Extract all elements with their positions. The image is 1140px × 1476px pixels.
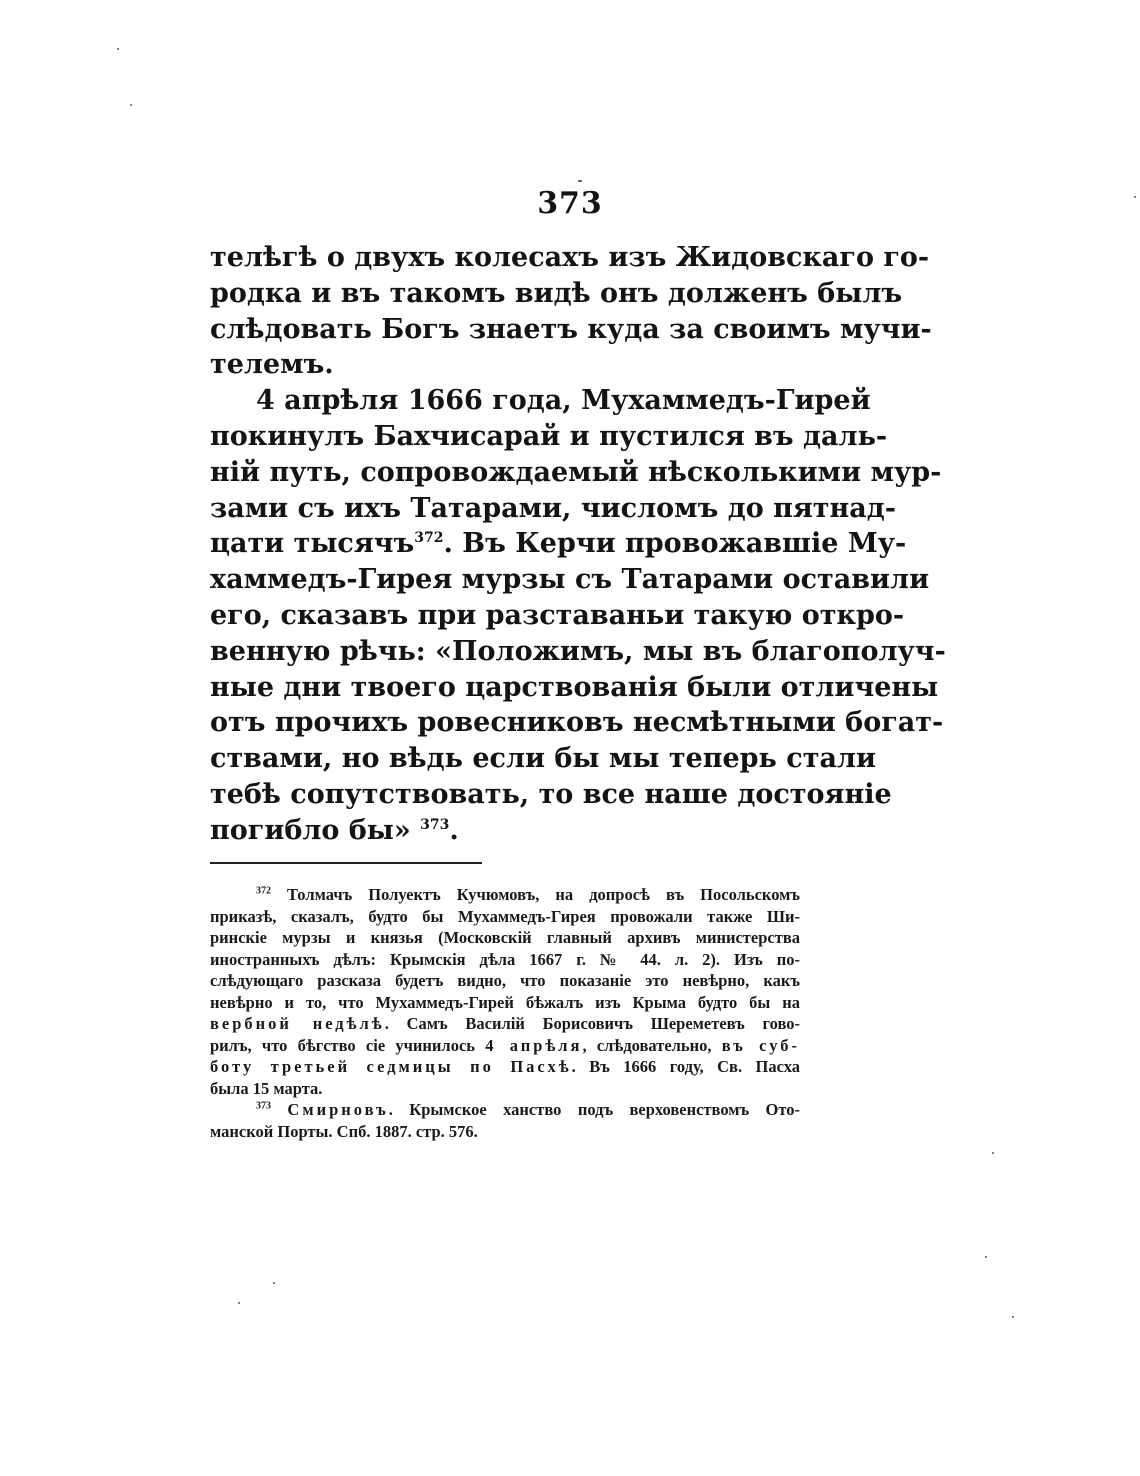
- text-fragment: погибло бы»: [210, 814, 421, 846]
- text-line: [210, 526, 907, 562]
- text-line: ные дни твоего царствованія были отличены: [210, 671, 939, 703]
- spaced-text: вербной недѣлѣ: [210, 1014, 385, 1033]
- scan-speck: [992, 1152, 994, 1154]
- text-line: зами съ ихъ Татарами, числомъ до пятнад-: [210, 492, 896, 524]
- footnote-number: 373: [256, 1100, 271, 1112]
- footnote-line: [210, 1035, 800, 1057]
- main-text: [210, 240, 946, 849]
- footnote-ref-372[interactable]: 372: [414, 530, 444, 547]
- text-fragment: . Самъ Василій Борисовичъ Шереметевъ гово-: [384, 1014, 800, 1033]
- text-line: его, сказавъ при разставаньи такую откро-: [210, 599, 905, 631]
- text-fragment: . Крымское ханство подъ верховенствомъ Ото-: [388, 1100, 801, 1119]
- text-fragment: Толмачъ Полуектъ Кучюмовъ, на допросѣ въ Посольскомъ: [287, 885, 800, 904]
- text-line: 4 апрѣля 1666 года, Мухаммедъ-Гирей: [256, 385, 871, 417]
- text-line: ствами, но вѣдь если бы мы теперь стали: [210, 743, 876, 775]
- text-line: тебѣ сопутствовать, то все наше достояніе: [210, 778, 892, 810]
- text-fragment: цати тысячъ: [210, 528, 415, 560]
- footnote-line: [210, 1013, 800, 1035]
- scan-speck: [1134, 196, 1136, 198]
- text-line: покинулъ Бахчисарай и пустился въ даль-: [210, 420, 888, 452]
- text-fragment: .: [449, 814, 459, 846]
- spaced-text: боту третьей седмицы по Пасхѣ: [210, 1057, 572, 1076]
- footnote-line: слѣдующаго разсказа будетъ видно, что показаніе это невѣрно, какъ: [210, 971, 800, 990]
- footnote-line: ринскіе мурзы и князья (Московскій главный архивъ министерства: [210, 928, 800, 947]
- scan-speck: [238, 1302, 240, 1304]
- footnote-373: [210, 1099, 800, 1142]
- text-line: венную рѣчь: «Положимъ, мы въ благополуч-: [210, 635, 946, 667]
- spaced-text: въ суб-: [721, 1035, 800, 1055]
- footnote-line: [210, 884, 800, 906]
- text-line: телемъ.: [210, 349, 334, 381]
- scan-speck: [578, 180, 582, 182]
- page-number: 373: [537, 186, 603, 221]
- text-line: ній путь, сопровождаемый нѣсколькими мур-: [210, 456, 942, 488]
- text-line: отъ прочихъ ровесниковъ несмѣтными богат-: [210, 707, 944, 739]
- text-line: слѣдовать Богъ знаетъ куда за своимъ мучи-: [210, 313, 932, 345]
- footnote-line: приказѣ, сказалъ, будто бы Мухаммедъ-Гирея провожали также Ши-: [210, 906, 800, 926]
- footnote-divider: [210, 862, 482, 864]
- footnote-line: иностранныхъ дѣлъ: Крымскія дѣла 1667 г. № 44. л. 2). Изъ по-: [210, 949, 800, 969]
- scan-speck: [130, 104, 132, 106]
- footnote-line: [210, 1056, 800, 1078]
- text-fragment: . Въ Керчи провожавшіе Му-: [443, 528, 907, 560]
- scan-speck: [273, 1282, 275, 1284]
- footnotes: [210, 884, 800, 1142]
- footnote-line: была 15 марта.: [210, 1078, 323, 1098]
- text-line: родка и въ такомъ видѣ онъ долженъ былъ: [210, 277, 903, 309]
- text-line: [210, 813, 800, 849]
- paragraph-2: [210, 383, 946, 848]
- spaced-text: 4 апрѣля: [485, 1035, 583, 1055]
- footnote-number: 372: [256, 885, 271, 897]
- footnote-line: [210, 1099, 800, 1121]
- footnote-line: манской Порты. Спб. 1887. стр. 576.: [210, 1121, 478, 1141]
- footnote-372: [210, 884, 800, 1099]
- text-line: хаммедъ-Гирея мурзы съ Татарами оставили: [210, 564, 930, 596]
- footnote-line: невѣрно и то, что Мухаммедъ-Гирей бѣжалъ изъ Крыма будто бы на: [210, 992, 800, 1012]
- paragraph-1: [210, 240, 932, 383]
- scan-speck: [1012, 1316, 1014, 1318]
- footnote-ref-373[interactable]: 373: [420, 816, 450, 833]
- text-fragment: рилъ, что бѣгство сіе учинилось: [210, 1035, 486, 1055]
- text-fragment: . Въ 1666 году, Св. Пасха: [571, 1057, 800, 1076]
- text-line: телѣгѣ о двухъ колесахъ изъ Жидовскаго го-: [210, 242, 930, 273]
- text-fragment: , слѣдовательно,: [582, 1035, 722, 1055]
- spaced-text: Смирновъ: [287, 1100, 389, 1119]
- scan-speck: [985, 1256, 987, 1258]
- scan-speck: [117, 48, 119, 50]
